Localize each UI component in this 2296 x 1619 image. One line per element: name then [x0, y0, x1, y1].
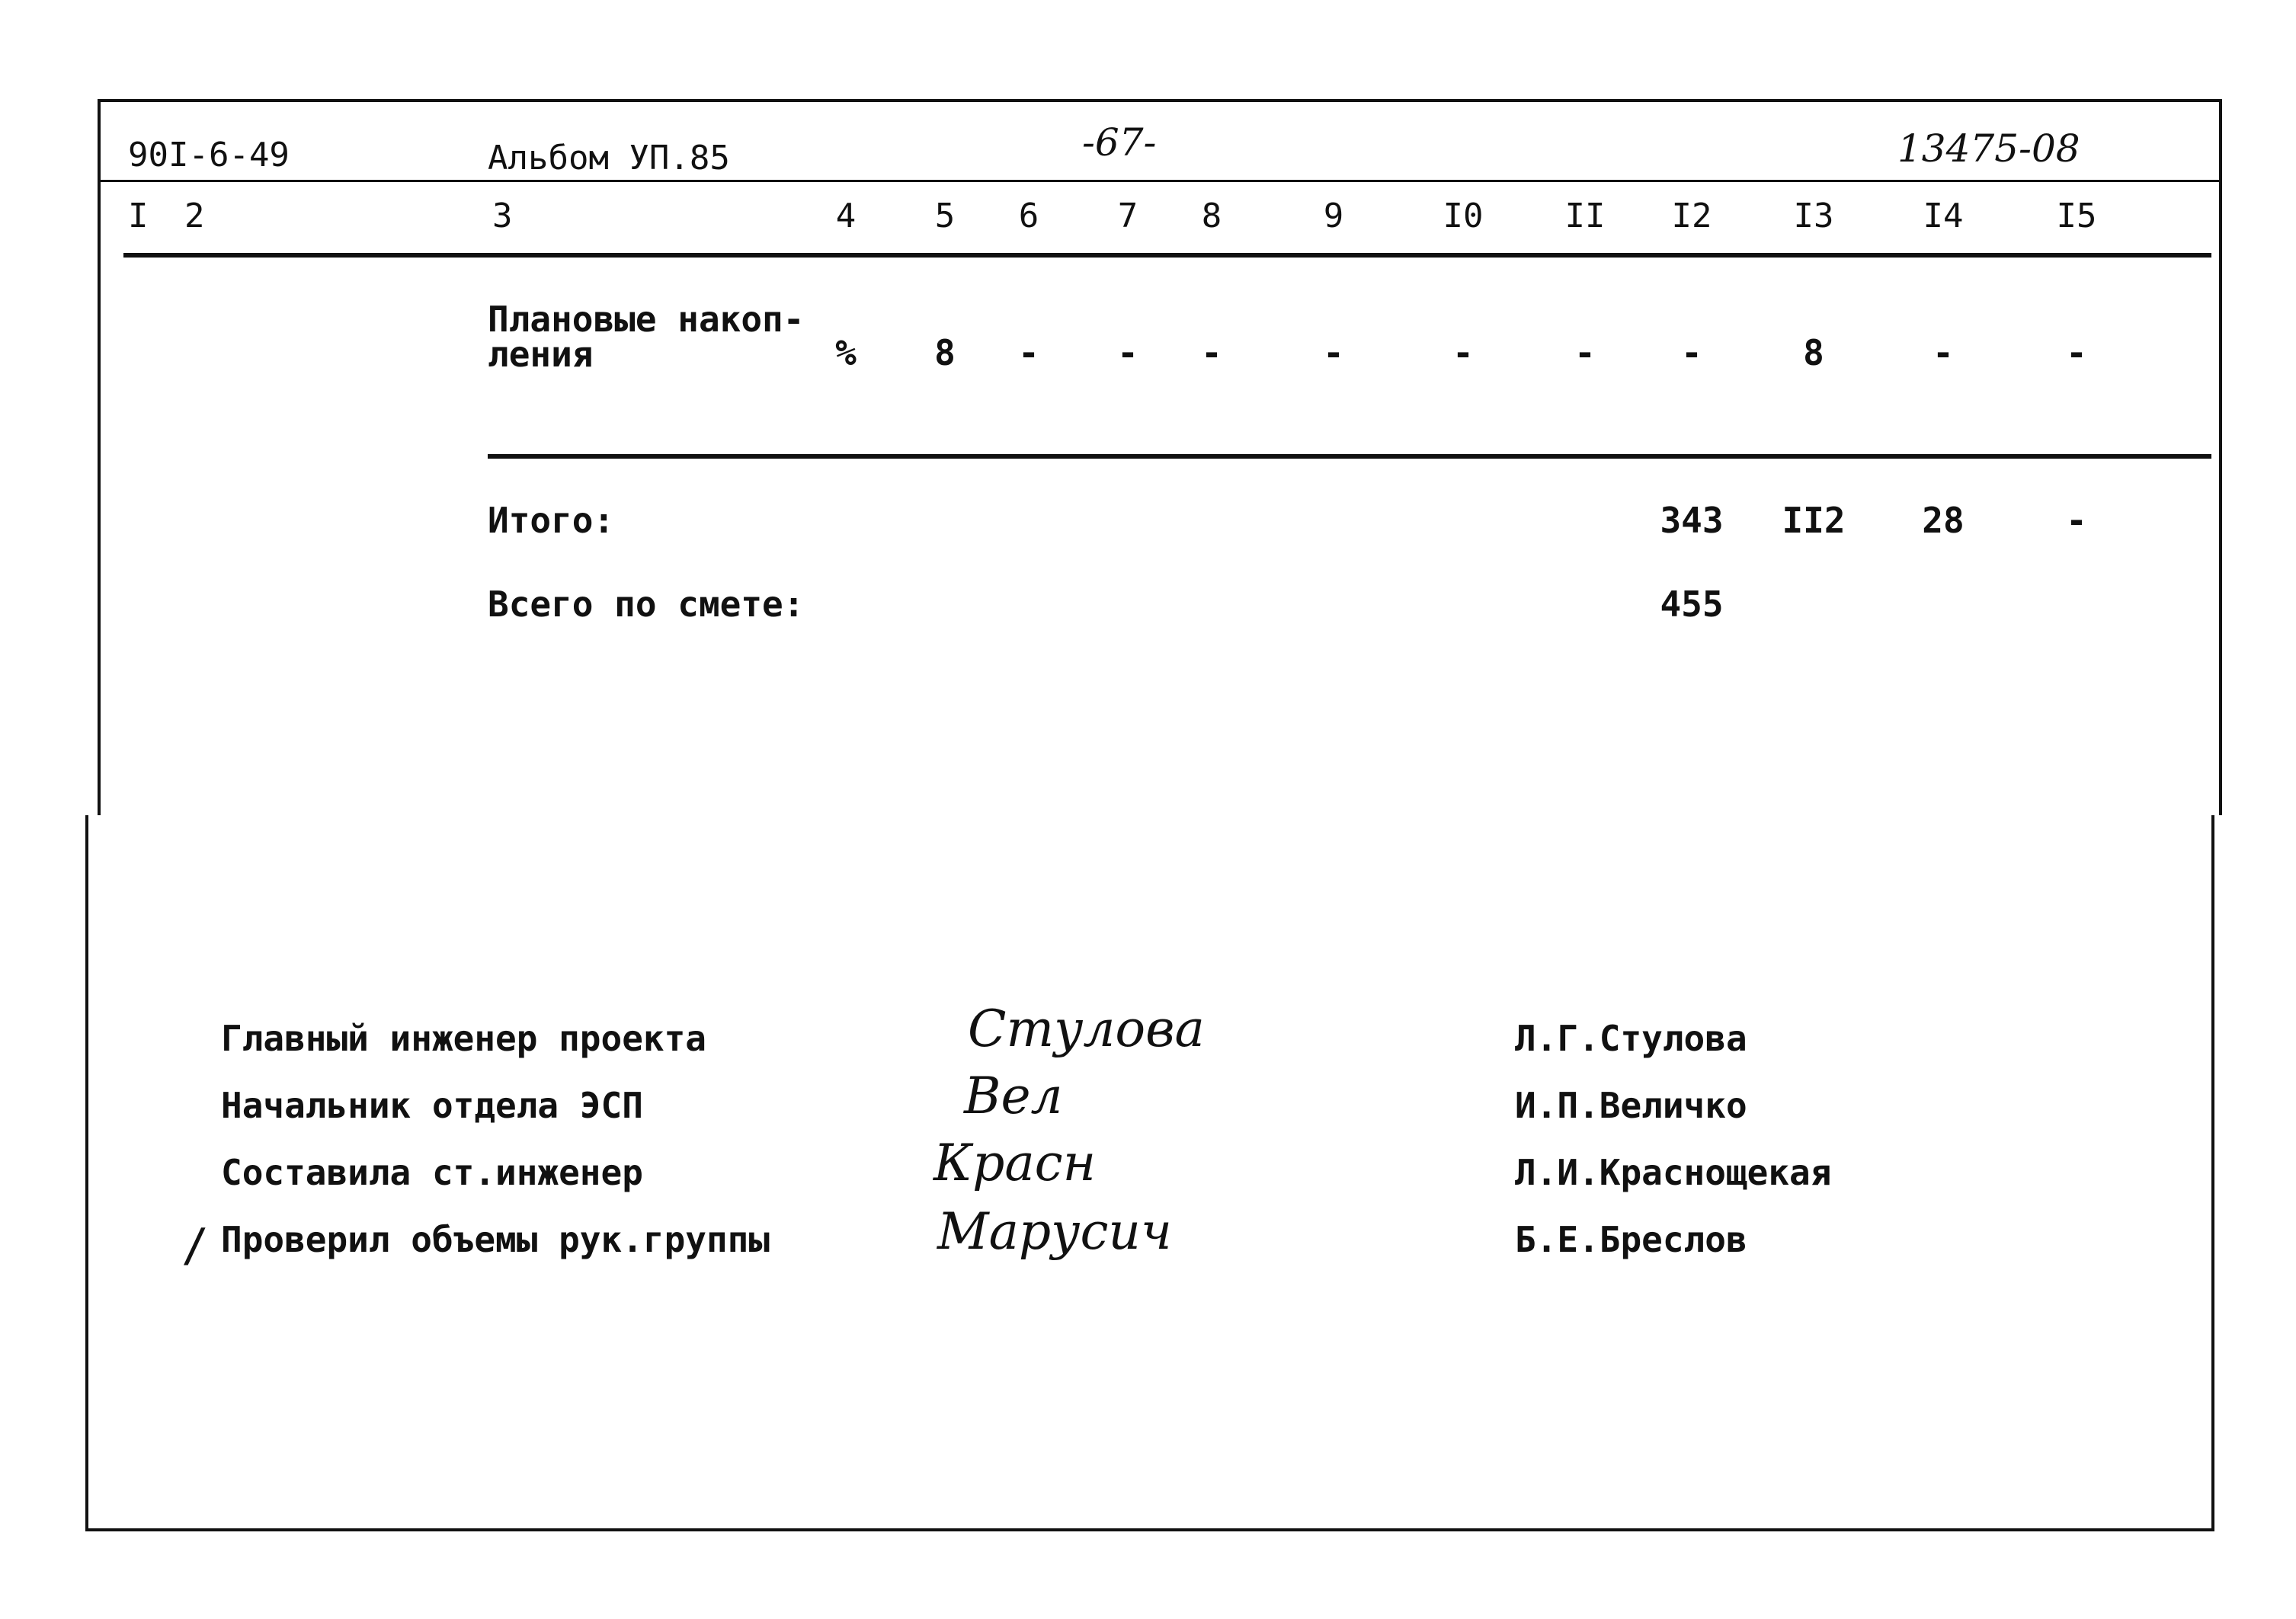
signature-name-compiler: Л.И.Краснощекая — [1515, 1152, 1832, 1193]
frame-bottom-line — [85, 1528, 2214, 1531]
cell-col-5: 8 — [934, 332, 956, 373]
signature-department-head: Вел — [964, 1067, 1063, 1125]
frame-right-line — [2219, 99, 2222, 815]
cell-col-14: - — [1933, 332, 1954, 373]
cell-col-10: - — [1452, 332, 1474, 373]
signature-role-department-head: Начальник отдела ЭСП — [221, 1085, 643, 1126]
column-number-7: 7 — [1117, 197, 1138, 235]
signature-name-department-head: И.П.Величко — [1515, 1085, 1747, 1126]
row-name-line-1: Плановые накоп- — [488, 299, 805, 340]
row-name-line-2: ления — [488, 334, 594, 375]
column-number-6: 6 — [1018, 197, 1039, 235]
frame-left-line — [98, 99, 101, 815]
column-header-divider — [123, 253, 2211, 258]
frame-left-line-lower — [85, 815, 88, 1531]
signature-checker: Марусич — [937, 1202, 1172, 1261]
signature-name-checker: Б.Е.Бреслов — [1515, 1219, 1747, 1260]
column-number-1: I — [128, 197, 149, 235]
column-number-2: 2 — [184, 197, 205, 235]
totals-divider — [488, 454, 2211, 459]
album-label: Альбом УП.85 — [488, 139, 730, 178]
signature-compiler: Красн — [933, 1134, 1097, 1192]
column-number-8: 8 — [1201, 197, 1222, 235]
cell-col-11: - — [1574, 332, 1596, 373]
frame-right-line-lower — [2211, 815, 2214, 1531]
cell-col-8: - — [1201, 332, 1222, 373]
column-number-9: 9 — [1323, 197, 1344, 235]
total-col-14: 28 — [1922, 500, 1965, 541]
column-number-3: 3 — [492, 197, 513, 235]
total-label: Итого: — [488, 500, 615, 541]
cell-col-7: - — [1117, 332, 1138, 373]
column-number-11: II — [1564, 197, 1606, 235]
cell-col-9: - — [1323, 332, 1344, 373]
header-divider — [99, 180, 2221, 182]
grand-total-label: Всего по смете: — [488, 584, 805, 625]
signature-role-checker: Проверил объемы рук.группы — [221, 1219, 770, 1260]
cell-col-13: 8 — [1803, 332, 1824, 373]
grand-total-value: 455 — [1660, 584, 1724, 625]
column-number-12: I2 — [1671, 197, 1712, 235]
signature-role-chief-engineer: Главный инженер проекта — [221, 1018, 706, 1059]
page-number: -67- — [1082, 120, 1157, 165]
registration-number: 13475-08 — [1897, 126, 2080, 171]
signature-name-chief-engineer: Л.Г.Стулова — [1515, 1018, 1747, 1059]
frame-top-line — [99, 99, 2221, 102]
cell-col-12: - — [1681, 332, 1702, 373]
column-number-15: I5 — [2056, 197, 2097, 235]
check-mark: / — [181, 1219, 210, 1272]
signature-role-compiler: Составила ст.инженер — [221, 1152, 643, 1193]
cell-unit: % — [835, 332, 857, 373]
column-number-5: 5 — [934, 197, 956, 235]
total-col-15: - — [2066, 500, 2087, 541]
total-col-12: 343 — [1660, 500, 1724, 541]
column-number-13: I3 — [1793, 197, 1834, 235]
signature-chief-engineer: Стулова — [968, 1000, 1205, 1058]
column-number-14: I4 — [1923, 197, 1964, 235]
total-col-13: II2 — [1782, 500, 1846, 541]
column-number-4: 4 — [835, 197, 857, 235]
cell-col-6: - — [1018, 332, 1039, 373]
document-code: 90I-6-49 — [128, 136, 290, 174]
column-number-10: I0 — [1443, 197, 1484, 235]
cell-col-15: - — [2066, 332, 2087, 373]
